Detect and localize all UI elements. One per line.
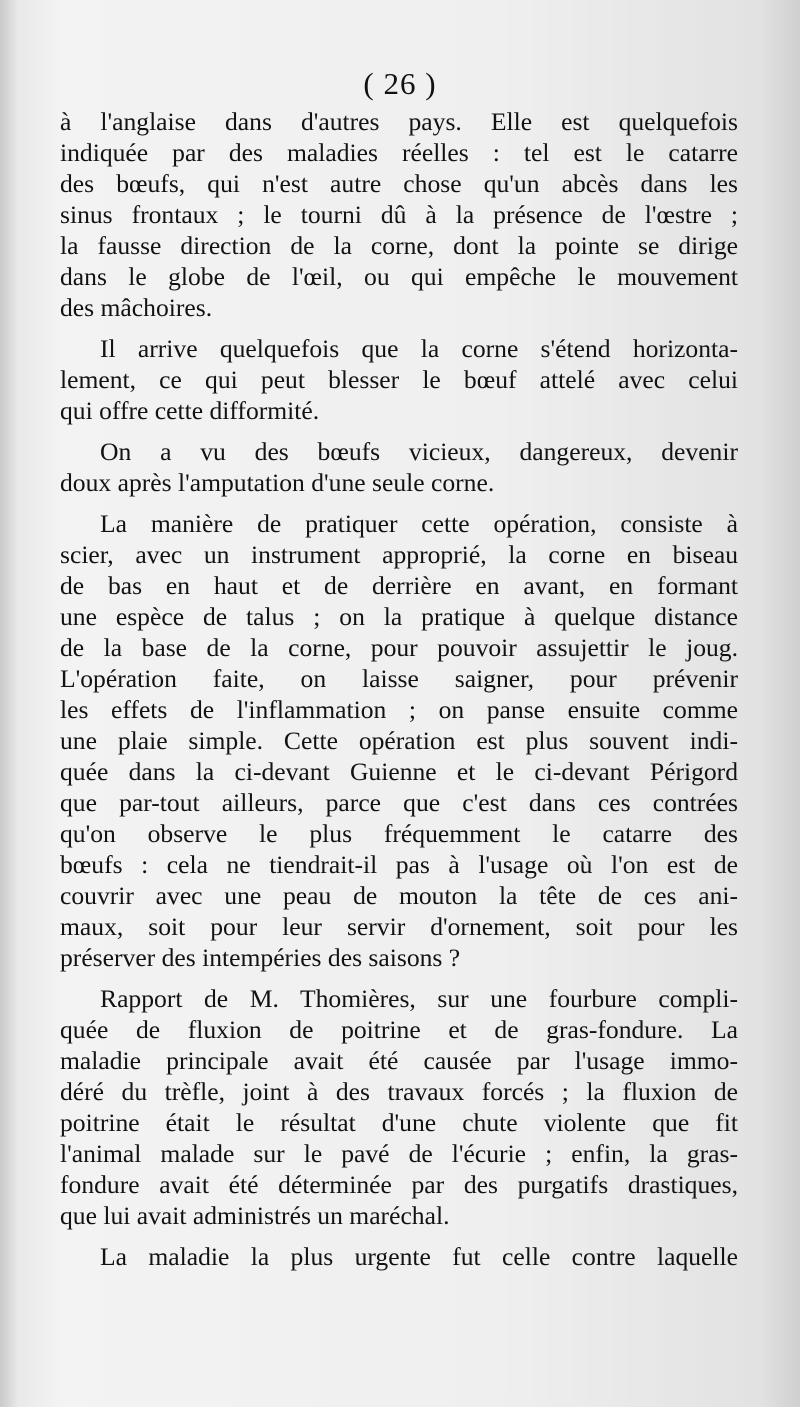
page-body-text [60,106,738,1282]
text-line: scier, avec un instrument approprié, la corne en biseau [60,540,738,569]
text-line: à l'anglaise dans d'autres pays. Elle est quelquefois [60,107,738,136]
text-line: Il arrive quelquefois que la corne s'étend horizonta- [100,334,738,363]
text-line: doux après l'amputation d'une seule corne. [60,468,495,497]
text-line: On a vu des bœufs vicieux, dangereux, devenir [100,437,738,466]
text-line: que par-tout ailleurs, parce que c'est dans ces contrées [60,788,738,817]
text-line: Rapport de M. Thomières, sur une fourbure compli- [100,984,738,1013]
text-line: de bas en haut et de derrière en avant, en formant [60,571,738,600]
text-line: fondure avait été déterminée par des purgatifs drastiques, [60,1170,738,1199]
text-line: quée de fluxion de poitrine et de gras-fondure. La [60,1015,738,1044]
paragraph [60,1241,738,1272]
text-line: préserver des intempéries des saisons ? [60,943,461,972]
paragraph [60,508,738,973]
text-line: sinus frontaux ; le tourni dû à la présence de l'œstre ; [60,200,738,229]
text-line: quée dans la ci-devant Guienne et le ci-devant Périgord [60,757,738,786]
paragraph [60,333,738,426]
text-line: dans le globe de l'œil, ou qui empêche le mouvement [60,262,738,291]
text-line: lement, ce qui peut blesser le bœuf attelé avec celui [60,365,738,394]
text-line: qui offre cette difformité. [60,396,320,425]
text-line: l'animal malade sur le pavé de l'écurie ; enfin, la gras- [60,1139,738,1168]
text-line: La maladie la plus urgente fut celle contre laquelle [100,1242,738,1271]
text-line: poitrine était le résultat d'une chute violente que fit [60,1108,738,1137]
text-line: des bœufs, qui n'est autre chose qu'un abcès dans les [60,169,738,198]
text-line: que lui avait administrés un maréchal. [60,1201,450,1230]
text-line: une espèce de talus ; on la pratique à quelque distance [60,602,738,631]
text-line: des mâchoires. [60,293,213,322]
text-line: maladie principale avait été causée par l'usage immo- [60,1046,738,1075]
page-number: ( 26 ) [363,66,437,101]
paragraph [60,106,738,323]
text-line: qu'on observe le plus fréquemment le catarre des [60,819,738,848]
paragraph [60,983,738,1231]
text-line: couvrir avec une peau de mouton la tête de ces ani- [60,881,738,910]
text-line: L'opération faite, on laisse saigner, pour prévenir [60,664,738,693]
text-line: les effets de l'inflammation ; on panse ensuite comme [60,695,738,724]
text-line: déré du trèfle, joint à des travaux forcés ; la fluxion de [60,1077,738,1106]
text-line: indiquée par des maladies réelles : tel est le catarre [60,138,738,167]
text-line: de la base de la corne, pour pouvoir assujettir le joug. [60,633,738,662]
paragraph [60,436,738,498]
text-line: bœufs : cela ne tiendrait-il pas à l'usage où l'on est de [60,850,738,879]
text-line: La manière de pratiquer cette opération, consiste à [100,509,738,538]
text-line: la fausse direction de la corne, dont la pointe se dirige [60,231,738,260]
text-line: une plaie simple. Cette opération est plus souvent indi- [60,726,738,755]
text-line: maux, soit pour leur servir d'ornement, soit pour les [60,912,738,941]
